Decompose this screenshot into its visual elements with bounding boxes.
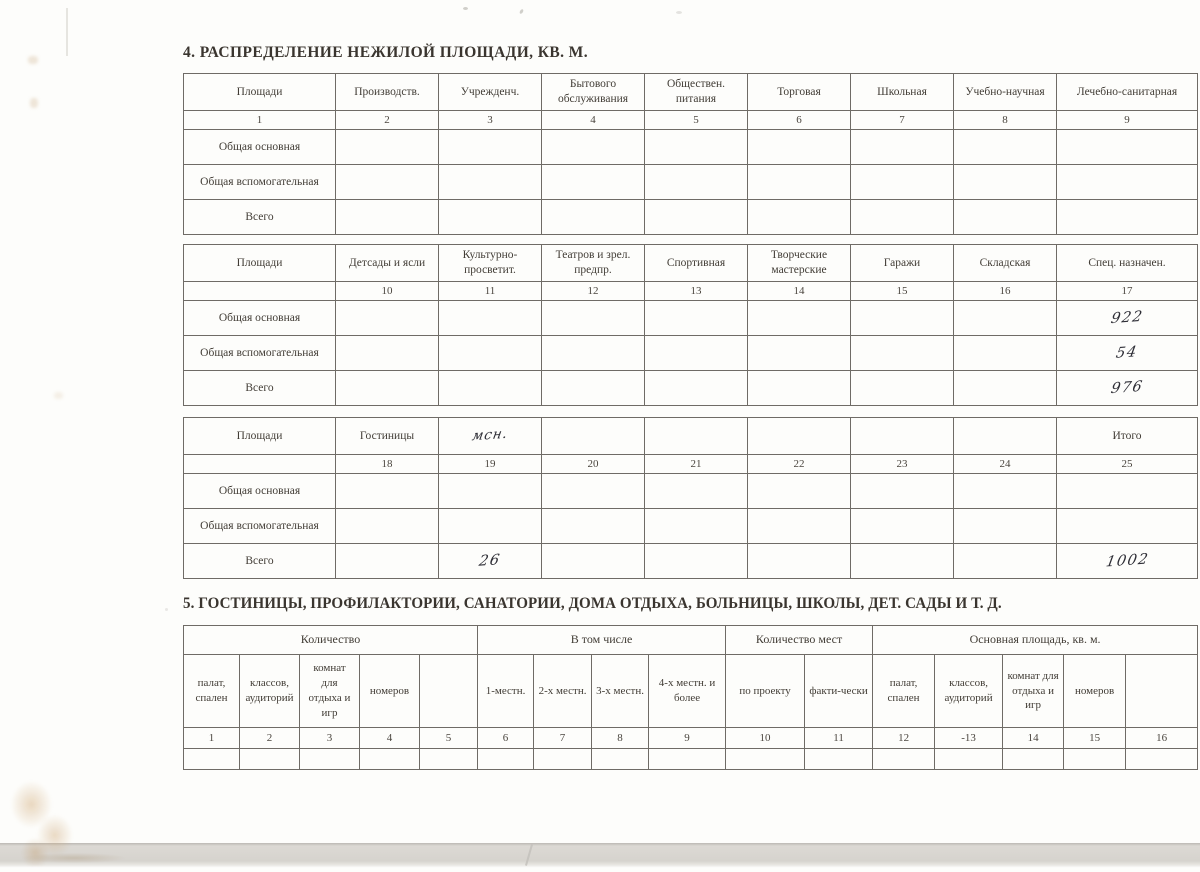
column-number-cell: 10 (726, 728, 805, 749)
group-header-cell: Основная площадь, кв. м. (873, 626, 1198, 655)
data-cell (336, 301, 439, 336)
column-number-cell: 10 (336, 282, 439, 301)
column-header-cell: Площади (184, 74, 336, 111)
column-header-cell (420, 655, 478, 728)
row-label-cell: Общая вспомогательная (184, 336, 336, 371)
table-row (184, 418, 1198, 455)
column-header-cell: 1-местн. (478, 655, 534, 728)
handwritten-value: 26 (477, 551, 503, 570)
table-row (184, 749, 1198, 770)
data-cell (336, 509, 439, 544)
column-header-cell: Торговая (748, 74, 851, 111)
data-cell (1057, 371, 1198, 406)
table-hotels-sanatoriums (183, 625, 1198, 770)
column-header-cell: Творческие мастерские (748, 245, 851, 282)
data-cell (1126, 749, 1198, 770)
scanner-edge-band (0, 843, 1200, 868)
column-number-cell: 5 (420, 728, 478, 749)
column-number-cell: 4 (360, 728, 420, 749)
column-header-cell: комнат для отдыха и игр (300, 655, 360, 728)
data-cell (645, 371, 748, 406)
scan-artifact-speck (676, 11, 682, 14)
scan-artifact-mark (30, 98, 38, 108)
data-cell (1057, 544, 1198, 579)
column-header-cell: комнат для отдыха и игр (1003, 655, 1064, 728)
data-cell (542, 301, 645, 336)
column-number-cell: 11 (439, 282, 542, 301)
column-number-cell (184, 282, 336, 301)
column-header-cell: Спец. назначен. (1057, 245, 1198, 282)
column-number-cell: 21 (645, 455, 748, 474)
column-number-cell: 20 (542, 455, 645, 474)
column-header-cell (851, 418, 954, 455)
column-number-cell: 23 (851, 455, 954, 474)
scan-artifact-speck (165, 608, 168, 611)
handwritten-value: 976 (1109, 378, 1145, 397)
column-header-cell: Обществен. питания (645, 74, 748, 111)
column-header-cell (439, 418, 542, 455)
column-header-cell: 4-х местн. и более (649, 655, 726, 728)
column-header-cell (645, 418, 748, 455)
column-number-cell: 4 (542, 111, 645, 130)
data-cell (240, 749, 300, 770)
column-header-cell: Театров и зрел. предпр. (542, 245, 645, 282)
column-header-cell (748, 418, 851, 455)
column-number-cell: 9 (649, 728, 726, 749)
column-header-cell: классов, аудиторий (240, 655, 300, 728)
column-number-cell: 12 (542, 282, 645, 301)
data-cell (336, 336, 439, 371)
column-header-cell: факти-чески (805, 655, 873, 728)
data-cell (851, 165, 954, 200)
data-cell (439, 200, 542, 235)
handwritten-value: 54 (1114, 343, 1140, 362)
group-header-cell: Количество (184, 626, 478, 655)
column-number-cell: 14 (1003, 728, 1064, 749)
row-label-cell: Общая основная (184, 130, 336, 165)
data-cell (645, 509, 748, 544)
column-number-cell: 15 (1064, 728, 1126, 749)
data-cell (336, 371, 439, 406)
data-cell (851, 544, 954, 579)
column-number-cell: 18 (336, 455, 439, 474)
column-header-cell (954, 418, 1057, 455)
data-cell (336, 200, 439, 235)
column-number-cell: 7 (534, 728, 592, 749)
data-cell (542, 130, 645, 165)
data-cell (954, 165, 1057, 200)
column-number-cell: 13 (645, 282, 748, 301)
data-cell (748, 130, 851, 165)
data-cell (954, 474, 1057, 509)
handwritten-value: мсн. (470, 425, 510, 445)
column-number-cell: 7 (851, 111, 954, 130)
data-cell (439, 130, 542, 165)
section4-title: 4. РАСПРЕДЕЛЕНИЕ НЕЖИЛОЙ ПЛОЩАДИ, КВ. М. (183, 44, 588, 61)
column-number-cell: 6 (748, 111, 851, 130)
column-number-cell: 6 (478, 728, 534, 749)
column-header-cell: Бытового обслуживания (542, 74, 645, 111)
data-cell (748, 301, 851, 336)
column-header-cell: Учрежденч. (439, 74, 542, 111)
data-cell (851, 509, 954, 544)
data-cell (542, 336, 645, 371)
data-cell (542, 509, 645, 544)
data-cell (439, 165, 542, 200)
data-cell (645, 200, 748, 235)
row-label-cell: Всего (184, 200, 336, 235)
data-cell (954, 336, 1057, 371)
data-cell (645, 474, 748, 509)
column-header-cell: Детсады и ясли (336, 245, 439, 282)
column-number-cell: 14 (748, 282, 851, 301)
data-cell (439, 474, 542, 509)
table-row (184, 728, 1198, 749)
data-cell (542, 200, 645, 235)
column-number-cell: 16 (1126, 728, 1198, 749)
data-cell (645, 301, 748, 336)
data-cell (748, 336, 851, 371)
data-cell (645, 165, 748, 200)
data-cell (726, 749, 805, 770)
group-header-cell: В том числе (478, 626, 726, 655)
data-cell (542, 165, 645, 200)
column-header-cell: классов, аудиторий (935, 655, 1003, 728)
data-cell (439, 509, 542, 544)
data-cell (851, 371, 954, 406)
data-cell (1057, 301, 1198, 336)
row-label-cell: Общая вспомогательная (184, 509, 336, 544)
data-cell (592, 749, 649, 770)
column-header-cell: Гаражи (851, 245, 954, 282)
column-number-cell: 2 (240, 728, 300, 749)
column-header-cell: 3-х местн. (592, 655, 649, 728)
column-number-cell: 8 (954, 111, 1057, 130)
column-number-cell: 2 (336, 111, 439, 130)
column-number-cell: 17 (1057, 282, 1198, 301)
column-header-cell: по проекту (726, 655, 805, 728)
column-header-cell: палат, спален (184, 655, 240, 728)
data-cell (300, 749, 360, 770)
column-number-cell: 24 (954, 455, 1057, 474)
data-cell (649, 749, 726, 770)
column-header-cell: номеров (360, 655, 420, 728)
data-cell (851, 336, 954, 371)
table-row (184, 655, 1198, 728)
page-content (183, 44, 1197, 770)
data-cell (954, 130, 1057, 165)
table-nonresidential-areas-2 (183, 244, 1198, 406)
data-cell (851, 474, 954, 509)
data-cell (645, 336, 748, 371)
data-cell (954, 371, 1057, 406)
table-row (184, 544, 1198, 579)
data-cell (542, 371, 645, 406)
data-cell (542, 474, 645, 509)
column-header-cell: Культурно-просветит. (439, 245, 542, 282)
data-cell (748, 200, 851, 235)
column-header-cell: Школьная (851, 74, 954, 111)
data-cell (1057, 130, 1198, 165)
data-cell (1057, 165, 1198, 200)
column-header-cell: номеров (1064, 655, 1126, 728)
scan-artifact-speckle-strip (14, 850, 164, 866)
data-cell (534, 749, 592, 770)
data-cell (439, 544, 542, 579)
table-row (184, 336, 1198, 371)
table-row (184, 74, 1198, 111)
table-nonresidential-areas-1 (183, 73, 1198, 235)
scan-artifact-mark (54, 392, 63, 399)
column-number-cell: 22 (748, 455, 851, 474)
data-cell (478, 749, 534, 770)
column-header-cell: 2-х местн. (534, 655, 592, 728)
table-row (184, 301, 1198, 336)
data-cell (748, 474, 851, 509)
column-header-cell: Площади (184, 418, 336, 455)
data-cell (439, 371, 542, 406)
row-label-cell: Общая основная (184, 474, 336, 509)
data-cell (954, 200, 1057, 235)
data-cell (748, 165, 851, 200)
data-cell (439, 336, 542, 371)
column-number-cell: -13 (935, 728, 1003, 749)
column-header-cell (542, 418, 645, 455)
column-number-cell: 3 (300, 728, 360, 749)
column-header-cell: Площади (184, 245, 336, 282)
scan-artifact-speck (519, 9, 524, 15)
row-label-cell: Общая вспомогательная (184, 165, 336, 200)
table-row (184, 509, 1198, 544)
column-header-cell (1126, 655, 1198, 728)
data-cell (420, 749, 478, 770)
data-cell (645, 130, 748, 165)
column-header-cell: Учебно-научная (954, 74, 1057, 111)
column-number-cell: 15 (851, 282, 954, 301)
data-cell (748, 371, 851, 406)
column-number-cell: 11 (805, 728, 873, 749)
table-row (184, 282, 1198, 301)
data-cell (1003, 749, 1064, 770)
data-cell (851, 200, 954, 235)
column-number-cell: 12 (873, 728, 935, 749)
data-cell (873, 749, 935, 770)
table-row (184, 245, 1198, 282)
data-cell (935, 749, 1003, 770)
handwritten-value: 1002 (1104, 550, 1150, 571)
row-label-cell: Всего (184, 544, 336, 579)
column-header-cell: Складская (954, 245, 1057, 282)
data-cell (336, 544, 439, 579)
table-row (184, 455, 1198, 474)
data-cell (1057, 474, 1198, 509)
data-cell (184, 749, 240, 770)
table-row (184, 200, 1198, 235)
column-header-cell: Спортивная (645, 245, 748, 282)
data-cell (336, 130, 439, 165)
column-number-cell: 3 (439, 111, 542, 130)
column-number-cell: 5 (645, 111, 748, 130)
data-cell (336, 165, 439, 200)
data-cell (336, 474, 439, 509)
handwritten-value: 922 (1109, 308, 1145, 327)
data-cell (748, 544, 851, 579)
scan-artifact-mark (28, 56, 38, 64)
row-label-cell: Общая основная (184, 301, 336, 336)
table-row (184, 474, 1198, 509)
column-number-cell: 25 (1057, 455, 1198, 474)
column-number-cell: 8 (592, 728, 649, 749)
data-cell (954, 301, 1057, 336)
column-number-cell: 1 (184, 111, 336, 130)
data-cell (1057, 200, 1198, 235)
scan-artifact-speck (463, 7, 468, 10)
column-number-cell: 16 (954, 282, 1057, 301)
column-number-cell: 1 (184, 728, 240, 749)
table-row (184, 165, 1198, 200)
data-cell (360, 749, 420, 770)
group-header-cell: Количество мест (726, 626, 873, 655)
data-cell (851, 301, 954, 336)
row-label-cell: Всего (184, 371, 336, 406)
data-cell (542, 544, 645, 579)
column-header-cell: Итого (1057, 418, 1198, 455)
data-cell (805, 749, 873, 770)
table-row (184, 111, 1198, 130)
data-cell (954, 544, 1057, 579)
column-header-cell: Производств. (336, 74, 439, 111)
column-header-cell: палат, спален (873, 655, 935, 728)
column-number-cell: 9 (1057, 111, 1198, 130)
data-cell (851, 130, 954, 165)
table-row (184, 130, 1198, 165)
data-cell (1064, 749, 1126, 770)
data-cell (1057, 509, 1198, 544)
table-row (184, 626, 1198, 655)
table-row (184, 371, 1198, 406)
column-header-cell: Лечебно-санитарная (1057, 74, 1198, 111)
data-cell (1057, 336, 1198, 371)
data-cell (439, 301, 542, 336)
data-cell (645, 544, 748, 579)
section5-title: 5. ГОСТИНИЦЫ, ПРОФИЛАКТОРИИ, САНАТОРИИ, ДОМА ОТДЫХА, БОЛЬНИЦЫ, ШКОЛЫ, ДЕТ. САДЫ И Т. Д. (183, 595, 1002, 612)
column-number-cell (184, 455, 336, 474)
data-cell (748, 509, 851, 544)
table-nonresidential-areas-3 (183, 417, 1198, 579)
data-cell (954, 509, 1057, 544)
column-number-cell: 19 (439, 455, 542, 474)
column-header-cell: Гостиницы (336, 418, 439, 455)
scan-artifact-scratch (66, 8, 68, 56)
